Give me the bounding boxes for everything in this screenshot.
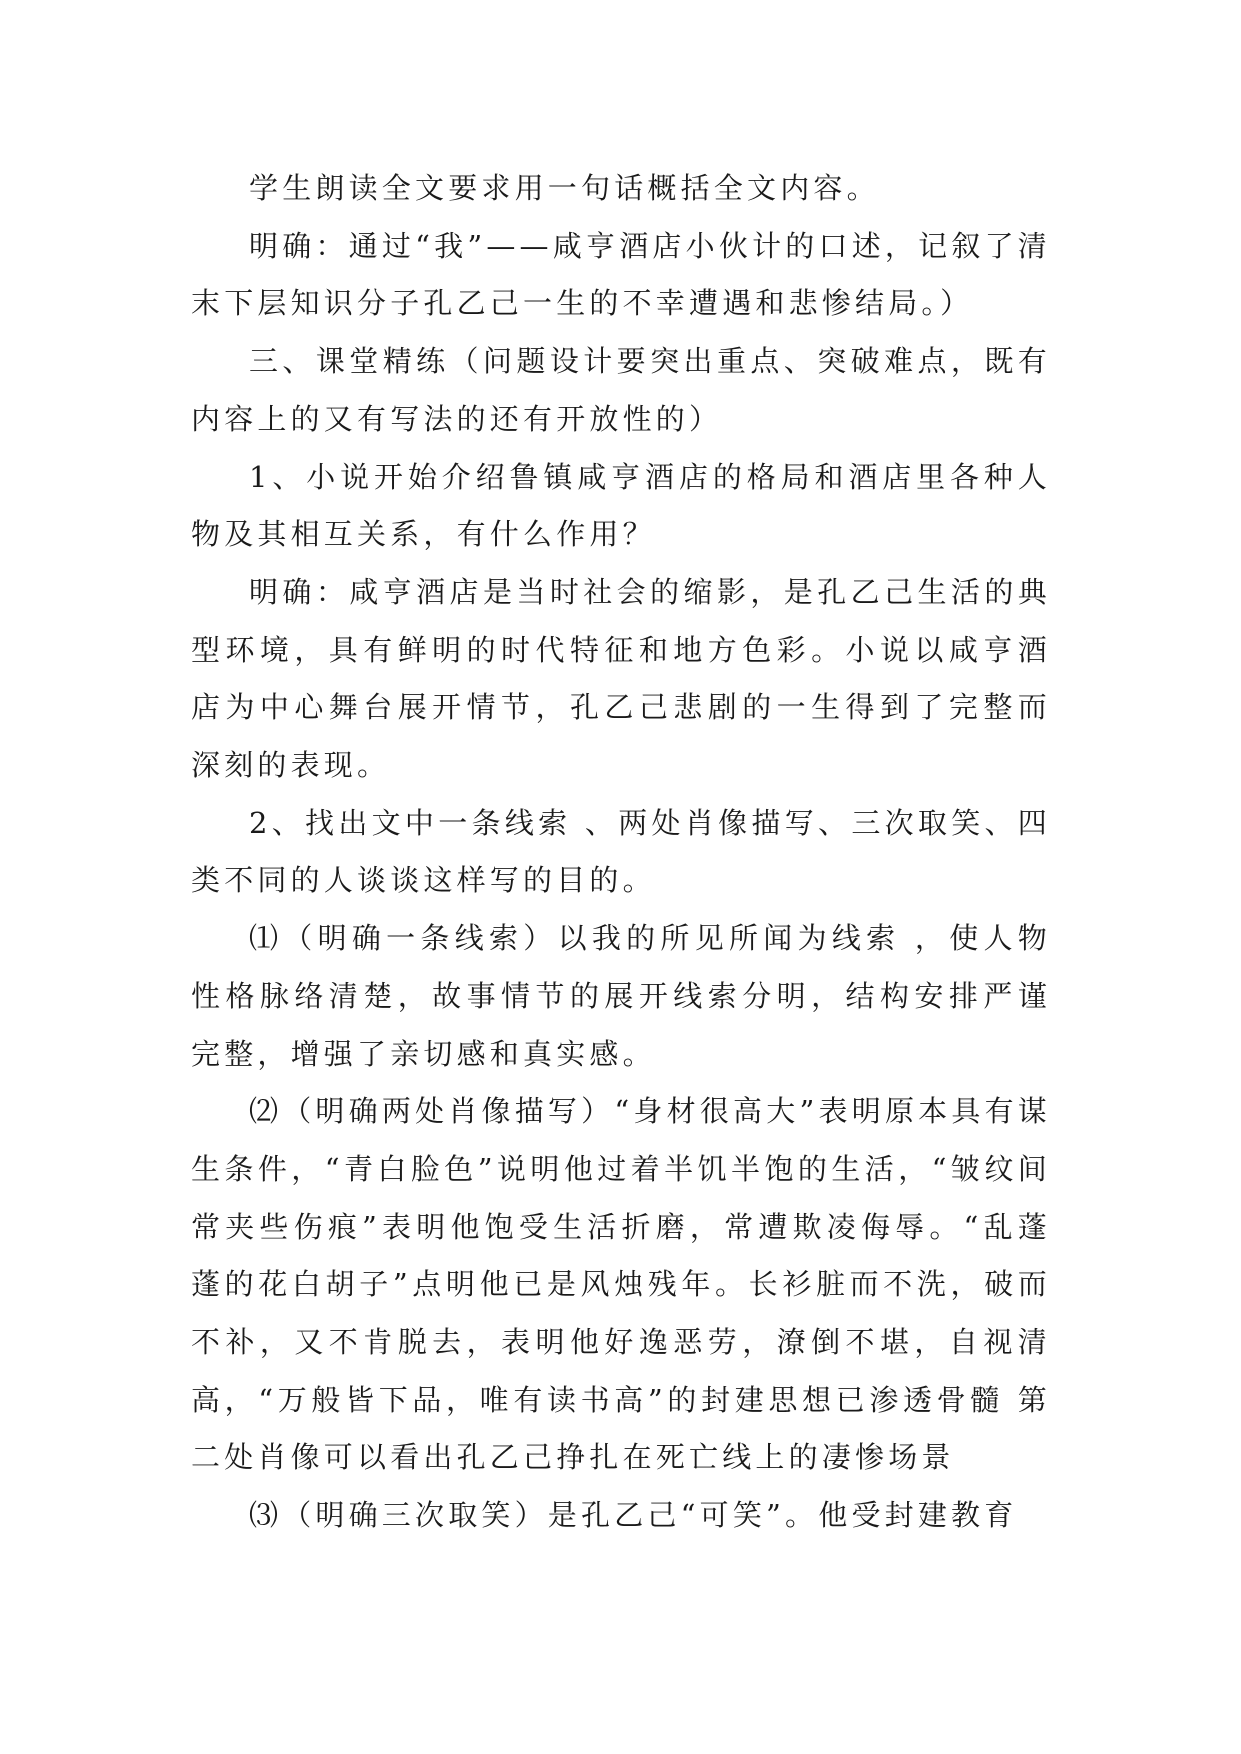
answer-1: 明确：咸亨酒店是当时社会的缩影，是孔乙己生活的典型环境，具有鲜明的时代特征和地方色彩。小说以咸亨酒店为中心舞台展开情节，孔乙己悲剧的一生得到了完整而深刻的表现。 xyxy=(191,574,1051,783)
paragraph-reading-task: 学生朗读全文要求用一句话概括全文内容。 xyxy=(249,171,880,205)
answer-2-item-1: ⑴（明确一条线索）以我的所见所闻为线索 ，使人物性格脉络清楚，故事情节的展开线索分明，结构安排严谨完整，增强了亲切感和真实感。 xyxy=(191,921,1051,1071)
question-2: 2、找出文中一条线索 、两处肖像描写、三次取笑、四类不同的人谈谈这样写的目的。 xyxy=(191,805,1051,898)
answer-2-item-3: ⑶（明确三次取笑）是孔乙己“可笑”。他受封建教育 xyxy=(249,1498,1018,1533)
paragraph-summary-answer: 明确：通过“我”——咸亨酒店小伙计的口述，记叙了清末下层知识分子孔乙己一生的不幸遭遇和悲惨结局。） xyxy=(191,228,1051,321)
question-1: 1、小说开始介绍鲁镇咸亨酒店的格局和酒店里各种人物及其相互关系，有什么作用？ xyxy=(191,459,1051,552)
document-body xyxy=(191,160,1051,1545)
section-heading-practice: 三、课堂精练（问题设计要突出重点、突破难点，既有内容上的又有写法的还有开放性的） xyxy=(191,344,1051,436)
answer-2-item-2: ⑵（明确两处肖像描写）“身材很高大”表明原本具有谋生条件，“青白脸色”说明他过着半饥半饱的生活，“皱纹间常夹些伤痕”表明他饱受生活折磨，常遭欺凌侮辱。“乱蓬蓬的花白胡子”点明他已是风烛残年。长衫脏而不洗，破而不补，又不肯脱去，表明他好逸恶劳，潦倒不堪，自视清高，“万般皆下品，唯有读书高”的封建思想已渗透骨髓 第二处肖像可以看出孔乙己挣扎在死亡线上的凄惨场景 xyxy=(191,1094,1051,1475)
